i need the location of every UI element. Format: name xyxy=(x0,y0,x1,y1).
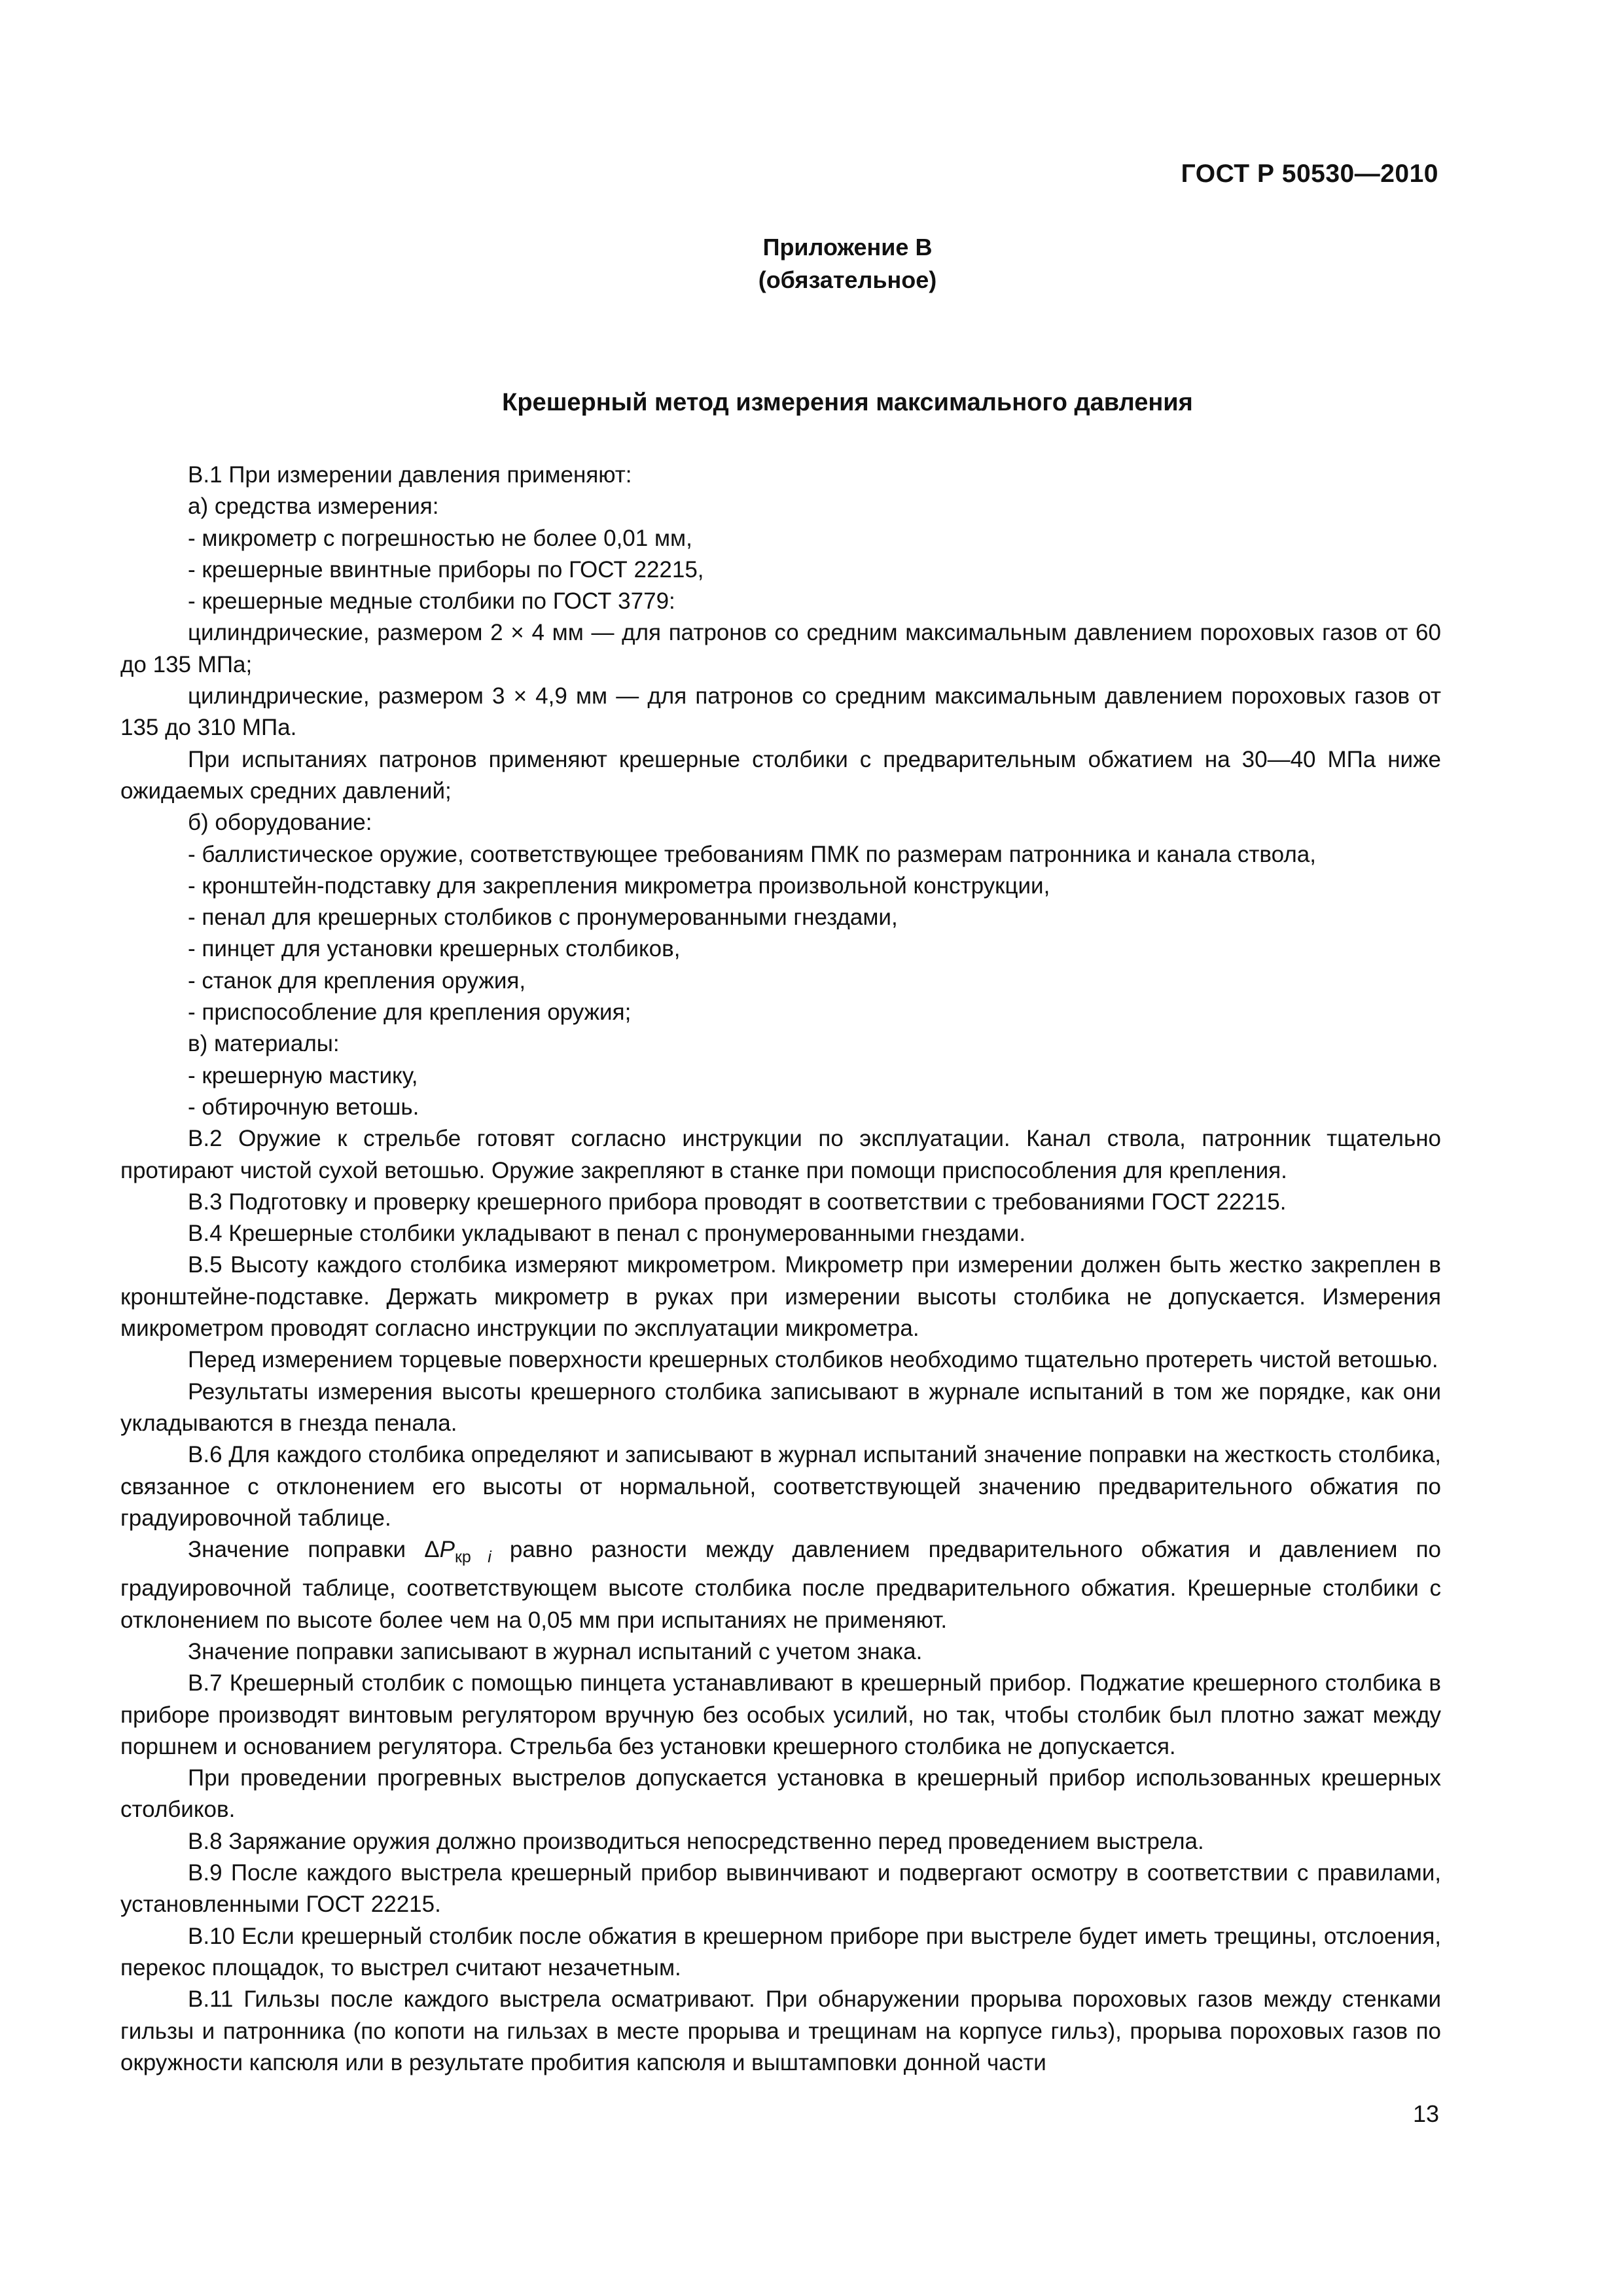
appendix-status: (обязательное) xyxy=(758,266,937,293)
paragraph: Результаты измерения высоты крешерного столбика записывают в журнале испытаний в том же порядке, как они укладываются в гнезда пенала. xyxy=(120,1378,1441,1436)
paragraph-b11: В.11 Гильзы после каждого выстрела осматривают. При обнаружении прорыва пороховых газов между стенками гильзы и патронника (по копоти на гильзах в месте прорыва и трещинам на корпусе гильз), прорыва пороховых газов по окружности капсюля или в результате пробития капсюля и выштамповки донной части xyxy=(120,1986,1441,2075)
paragraph-b1: В.1 При измерении давления применяют: xyxy=(188,462,632,488)
document-body xyxy=(120,459,1441,2079)
section-title-text: Крешерный метод измерения максимального давления xyxy=(502,389,1193,416)
section-title xyxy=(0,389,1623,417)
document-code: ГОСТ Р 50530—2010 xyxy=(1181,160,1438,188)
paragraph-b2: В.2 Оружие к стрельбе готовят согласно инструкции по эксплуатации. Канал ствола, патронник тщательно протирают чистой сухой ветошью. Оружие закрепляют в станке при помощи приспособления для крепления. xyxy=(120,1126,1441,1183)
list-item: - микрометр с погрешностью не более 0,01 мм, xyxy=(188,525,692,551)
paragraph: цилиндрические, размером 2 × 4 мм — для патронов со средним максимальным давлением пороховых газов от 60 до 135 МПа; xyxy=(120,620,1441,677)
list-item: - пенал для крешерных столбиков с пронумерованными гнездами, xyxy=(188,905,898,931)
list-item: - обтирочную ветошь. xyxy=(188,1094,419,1120)
list-item: - станок для крепления оружия, xyxy=(188,967,526,994)
paragraph-b4: В.4 Крешерные столбики укладывают в пенал с пронумерованными гнездами. xyxy=(188,1221,1026,1247)
list-label-a: а) средства измерения: xyxy=(188,493,439,520)
paragraph-b9: В.9 После каждого выстрела крешерный прибор вывинчивают и подвергают осмотру в соответствии с правилами, установленными ГОСТ 22215. xyxy=(120,1860,1441,1918)
pressure-subscript xyxy=(455,1548,491,1566)
list-item: - крешерные ввинтные приборы по ГОСТ 22215, xyxy=(188,556,704,583)
list-item: - кронштейн-подставку для закрепления микрометра произвольной конструкции, xyxy=(188,872,1050,899)
correction-text-after: равно разности между давлением предварительного обжатия и давлением по градуировочной таблице, соответствующем высоте столбика после предварительного обжатия. Крешерные столбики с отклонением по высоте более чем на 0,05 мм при испытаниях не применяют. xyxy=(120,1537,1442,1633)
appendix-label: Приложение В xyxy=(762,234,933,260)
paragraph: Перед измерением торцевые поверхности крешерных столбиков необходимо тщательно протереть чистой ветошью. xyxy=(188,1347,1438,1373)
paragraph-b6: В.6 Для каждого столбика определяют и записывают в журнал испытаний значение поправки на жесткость столбика, связанное с отклонением его высоты от нормальной, соответствующей значению предварительного обжатия по градуировочной таблице. xyxy=(120,1442,1441,1531)
list-item: - баллистическое оружие, соответствующее требованиям ПМК по размерам патронника и канала ствола, xyxy=(188,841,1316,867)
paragraph-b5: В.5 Высоту каждого столбика измеряют микрометром. Микрометр при измерении должен быть жестко закреплен в кронштейне-подставке. Держать микрометр в руках при измерении высоты столбика не допускается. Измерения микрометром проводят согласно инструкции по эксплуатации микрометра. xyxy=(120,1252,1441,1342)
list-label-c: в) материалы: xyxy=(188,1031,340,1057)
paragraph-b3: В.3 Подготовку и проверку крешерного прибора проводят в соответствии с требованиями ГОСТ 22215. xyxy=(188,1189,1287,1215)
correction-text-before: Значение поправки Δ xyxy=(188,1537,440,1563)
subscript-index: i xyxy=(488,1548,491,1567)
paragraph: При проведении прогревных выстрелов допускается установка в крешерный прибор использованных крешерных столбиков. xyxy=(120,1765,1441,1823)
appendix-heading xyxy=(0,231,1623,296)
paragraph: Значение поправки записывают в журнал испытаний с учетом знака. xyxy=(188,1638,923,1664)
list-label-b: б) оборудование: xyxy=(188,810,372,836)
list-item: - крешерные медные столбики по ГОСТ 3779: xyxy=(188,588,675,615)
list-item: - приспособление для крепления оружия; xyxy=(188,999,632,1026)
paragraph-b7: В.7 Крешерный столбик с помощью пинцета устанавливают в крешерный прибор. Поджатие крешерного столбика в приборе производят винтовым регулятором вручную без особых усилий, но так, чтобы столбик был плотно зажат между поршнем и основанием регулятора. Стрельба без установки крешерного столбика не допускается. xyxy=(120,1670,1441,1759)
paragraph-correction xyxy=(120,1534,1441,1636)
pressure-symbol: P xyxy=(439,1537,455,1563)
paragraph-b8: В.8 Заряжание оружия должно производиться непосредственно перед проведением выстрела. xyxy=(188,1828,1204,1854)
list-item: - пинцет для установки крешерных столбиков, xyxy=(188,936,681,962)
paragraph: цилиндрические, размером 3 × 4,9 мм — для патронов со средним максимальным давлением пороховых газов от 135 до 310 МПа. xyxy=(120,683,1441,741)
subscript-kr: кр xyxy=(454,1548,471,1567)
page-number: 13 xyxy=(1412,2100,1439,2127)
list-item: - крешерную мастику, xyxy=(188,1062,418,1088)
paragraph-b10: В.10 Если крешерный столбик после обжатия в крешерном приборе при выстреле будет иметь трещины, отслоения, перекос площадок, то выстрел считают незачетным. xyxy=(120,1923,1441,1981)
paragraph: При испытаниях патронов применяют крешерные столбики с предварительным обжатием на 30—40 МПа ниже ожидаемых средних давлений; xyxy=(120,746,1441,804)
